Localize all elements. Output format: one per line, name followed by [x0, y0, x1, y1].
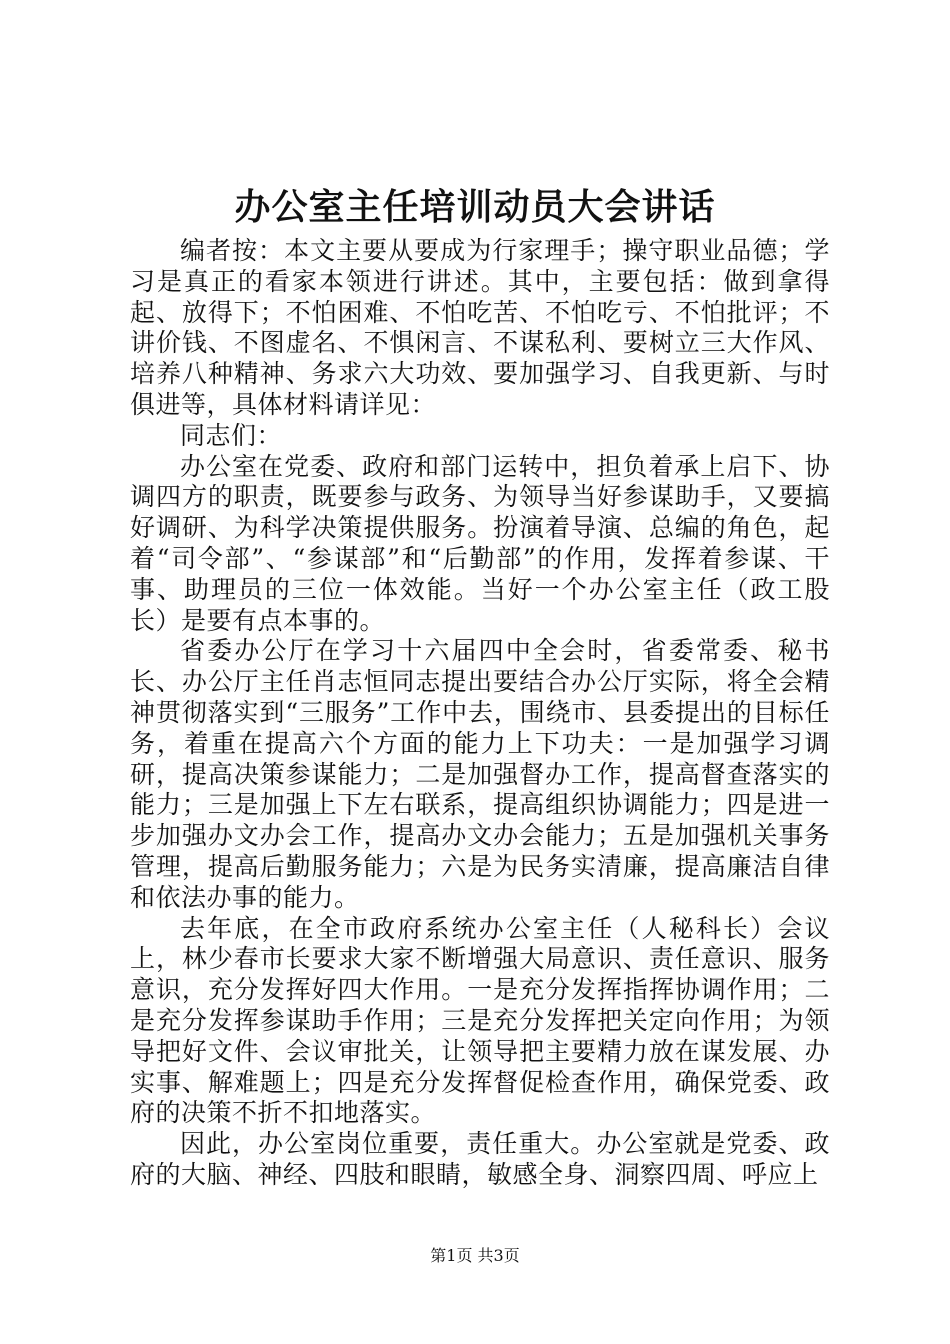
- paragraph-office-role: 办公室在党委、政府和部门运转中，担负着承上启下、协调四方的职责，既要参与政务、为领导当好参谋助手，又要搞好调研、为科学决策提供服务。扮演着导演、总编的角色，起着“司令部”、“参谋部”和“后勤部”的作用，发挥着参谋、干事、助理员的三位一体效能。当好一个办公室主任（政工股长）是要有点本事的。: [130, 451, 830, 635]
- paragraph-editor-note: 编者按：本文主要从要成为行家理手；操守职业品德；学习是真正的看家本领进行讲述。其中，主要包括：做到拿得起、放得下；不怕困难、不怕吃苦、不怕吃亏、不怕批评；不讲价钱、不图虚名、不惧闲言、不谋私利、要树立三大作风、培养八种精神、务求六大功效、要加强学习、自我更新、与时俱进等，具体材料请详见：: [130, 236, 830, 419]
- page-footer: 第1页 共3页: [430, 1246, 520, 1265]
- paragraph-conclusion: 因此，办公室岗位重要，责任重大。办公室就是党委、政府的大脑、神经、四肢和眼睛，敏感全身、洞察四周、呼应上: [130, 1129, 830, 1189]
- document-body: [130, 236, 830, 1191]
- paragraph-city-meeting: 去年底，在全市政府系统办公室主任（人秘科长）会议上，林少春市长要求大家不断增强大局意识、责任意识、服务意识，充分发挥好四大作用。一是充分发挥指挥协调作用；二是充分发挥参谋助手作用；三是充分发挥把关定向作用；为领导把好文件、会议审批关，让领导把主要精力放在谋发展、办实事、解难题上；四是充分发挥督促检查作用，确保党委、政府的决策不折不扣地落实。: [130, 913, 830, 1128]
- paragraph-provincial-office: 省委办公厅在学习十六届四中全会时，省委常委、秘书长、办公厅主任肖志恒同志提出要结合办公厅实际，将全会精神贯彻落实到“三服务”工作中去，围绕市、县委提出的目标任务，着重在提高六个方面的能力上下功夫：一是加强学习调研，提高决策参谋能力；二是加强督办工作，提高督查落实的能力；三是加强上下左右联系，提高组织协调能力；四是进一步加强办文办会工作，提高办文办会能力；五是加强机关事务管理，提高后勤服务能力；六是为民务实清廉，提高廉洁自律和依法办事的能力。: [130, 636, 830, 912]
- document-title: 办公室主任培训动员大会讲话: [234, 187, 716, 228]
- paragraph-greeting: 同志们：: [180, 420, 283, 450]
